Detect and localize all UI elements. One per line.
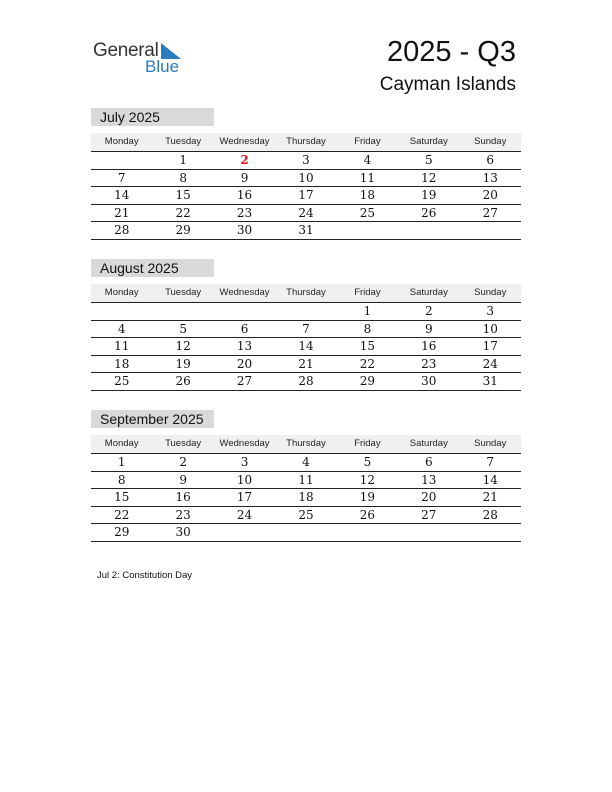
- day-cell: 29: [359, 374, 376, 388]
- week-row: [91, 507, 521, 525]
- day-cell: 2: [425, 304, 433, 318]
- day-cell: 26: [359, 507, 376, 522]
- month-title: September 2025: [91, 410, 214, 428]
- day-cell: 17: [298, 188, 314, 202]
- weekday-label: Saturday: [409, 287, 448, 298]
- weekday-label: Tuesday: [165, 287, 202, 298]
- empty-day-cell: [398, 524, 459, 541]
- day-cell: 9: [240, 170, 249, 185]
- day-cell: 14: [298, 339, 314, 353]
- day-cell: 22: [114, 507, 130, 522]
- generalblue-logo: [93, 40, 193, 80]
- empty-day-cell: [91, 152, 152, 169]
- day-cell: 1: [363, 304, 372, 318]
- day-cell: 6: [240, 321, 249, 336]
- day-cell: 26: [421, 205, 437, 220]
- day-cell: 21: [298, 356, 314, 371]
- weekday-header-row: [91, 435, 521, 454]
- day-cell: 11: [114, 339, 130, 353]
- day-cell: 15: [359, 339, 376, 353]
- day-cell: 17: [236, 490, 253, 504]
- day-cell: 11: [359, 170, 376, 185]
- weekday-label: Thursday: [286, 287, 326, 298]
- week-row: [91, 205, 521, 223]
- week-row: [91, 454, 521, 472]
- day-cell: 9: [425, 321, 433, 336]
- day-cell: 24: [236, 507, 253, 522]
- page-title: 2025 - Q3: [387, 36, 516, 68]
- weekday-label: Friday: [354, 136, 381, 147]
- week-row: [91, 489, 521, 507]
- week-row: [91, 472, 521, 490]
- day-cell: 18: [359, 188, 376, 202]
- month-calendar-july: [91, 108, 521, 240]
- day-cell: 21: [114, 205, 130, 220]
- day-cell: 5: [363, 455, 372, 469]
- day-cell: 28: [298, 374, 314, 388]
- day-cell: 3: [302, 153, 310, 167]
- day-cell: 7: [486, 455, 495, 469]
- weekday-label: Friday: [354, 438, 381, 449]
- day-cell: 19: [175, 356, 191, 371]
- weekday-label: Thursday: [286, 136, 326, 147]
- day-cell: 4: [302, 455, 310, 469]
- day-cell: 12: [421, 170, 437, 185]
- day-cell: 5: [179, 321, 187, 336]
- day-cell: 16: [421, 339, 437, 353]
- day-cell: 29: [175, 223, 191, 237]
- week-row: [91, 524, 521, 542]
- day-cell: 8: [117, 472, 126, 487]
- day-cell: 3: [486, 304, 495, 318]
- day-cell: 20: [236, 356, 253, 371]
- day-cell: 18: [114, 356, 130, 371]
- day-cell: 15: [175, 188, 191, 202]
- day-cell: 20: [482, 188, 498, 202]
- day-cell: 14: [114, 188, 130, 202]
- day-cell: 16: [236, 188, 253, 202]
- weekday-label: Saturday: [409, 438, 448, 449]
- empty-day-cell: [398, 222, 459, 239]
- day-cell: 17: [482, 339, 498, 353]
- weekday-label: Wednesday: [219, 287, 270, 298]
- empty-day-cell: [91, 303, 152, 320]
- day-cell: 26: [175, 374, 191, 388]
- day-cell: 22: [175, 205, 191, 220]
- day-cell: 19: [359, 490, 376, 504]
- day-cell: 6: [425, 455, 433, 469]
- day-cell: 20: [421, 490, 437, 504]
- weekday-label: Wednesday: [219, 136, 270, 147]
- weekday-label: Monday: [104, 136, 139, 147]
- day-cell: 31: [298, 223, 314, 237]
- day-cell: 27: [236, 374, 253, 388]
- day-cell: 12: [359, 472, 376, 487]
- day-cell: 24: [298, 205, 314, 220]
- weekday-header-row: [91, 284, 521, 303]
- weekday-label: Thursday: [286, 438, 326, 449]
- weekday-label: Wednesday: [219, 438, 270, 449]
- weekday-header-row: [91, 133, 521, 152]
- day-cell: 23: [236, 205, 253, 220]
- weekday-label: Friday: [354, 287, 381, 298]
- day-cell: 8: [363, 321, 372, 336]
- day-cell: 31: [482, 374, 498, 388]
- day-cell: 5: [425, 153, 433, 167]
- day-cell: 4: [363, 153, 372, 167]
- day-cell: 13: [482, 170, 498, 185]
- day-cell: 13: [421, 472, 437, 487]
- day-cell: 30: [236, 223, 253, 237]
- day-cell: 25: [298, 507, 314, 522]
- day-cell: 8: [179, 170, 187, 185]
- weekday-label: Sunday: [474, 438, 507, 449]
- day-cell: 10: [236, 472, 253, 487]
- day-cell: 1: [179, 153, 187, 167]
- empty-day-cell: [214, 303, 275, 320]
- day-cell: 1: [117, 455, 126, 469]
- day-cell: 13: [236, 339, 253, 353]
- day-cell: 15: [114, 490, 130, 504]
- day-cell: 3: [240, 455, 249, 469]
- country-name: Cayman Islands: [379, 74, 516, 95]
- week-row: [91, 152, 521, 170]
- day-cell: 30: [175, 525, 191, 539]
- holiday-day-cell: 2: [240, 153, 249, 167]
- logo-word-general: General: [93, 40, 159, 61]
- day-cell: 23: [175, 507, 191, 522]
- logo-word-blue: Blue: [145, 57, 180, 76]
- month-calendar-august: [91, 259, 521, 391]
- empty-day-cell: [337, 524, 398, 541]
- holiday-note: Jul 2: Constitution Day: [97, 570, 193, 581]
- day-cell: 22: [359, 356, 376, 371]
- day-cell: 25: [114, 374, 130, 388]
- empty-day-cell: [337, 222, 398, 239]
- day-cell: 29: [114, 525, 130, 539]
- weekday-label: Tuesday: [165, 438, 202, 449]
- week-row: [91, 356, 521, 374]
- month-title: August 2025: [91, 259, 214, 277]
- day-cell: 25: [359, 205, 376, 220]
- week-row: [91, 303, 521, 321]
- day-cell: 23: [421, 356, 437, 371]
- day-cell: 2: [179, 455, 187, 469]
- weekday-label: Saturday: [409, 136, 448, 147]
- day-cell: 27: [421, 507, 437, 522]
- day-cell: 16: [175, 490, 191, 504]
- day-cell: 28: [114, 223, 130, 237]
- weekday-label: Sunday: [474, 136, 507, 147]
- weekday-label: Monday: [104, 287, 139, 298]
- empty-day-cell: [275, 303, 336, 320]
- day-cell: 19: [421, 188, 437, 202]
- day-cell: 18: [298, 490, 314, 504]
- day-cell: 24: [482, 356, 498, 371]
- day-cell: 30: [421, 374, 437, 388]
- day-cell: 21: [482, 490, 498, 504]
- empty-day-cell: [460, 222, 521, 239]
- week-row: [91, 222, 521, 240]
- day-cell: 27: [482, 205, 498, 220]
- day-cell: 12: [175, 339, 191, 353]
- month-title: July 2025: [91, 108, 214, 126]
- day-cell: 7: [302, 321, 310, 336]
- week-row: [91, 321, 521, 339]
- month-calendar-september: [91, 410, 521, 542]
- week-row: [91, 187, 521, 205]
- day-cell: 4: [117, 321, 126, 336]
- empty-day-cell: [214, 524, 275, 541]
- day-cell: 10: [482, 321, 498, 336]
- empty-day-cell: [152, 303, 213, 320]
- day-cell: 9: [179, 472, 187, 487]
- weekday-label: Tuesday: [165, 136, 202, 147]
- day-cell: 28: [482, 507, 498, 522]
- day-cell: 10: [298, 170, 314, 185]
- week-row: [91, 373, 521, 391]
- empty-day-cell: [275, 524, 336, 541]
- day-cell: 14: [482, 472, 498, 487]
- weekday-label: Sunday: [474, 287, 507, 298]
- weekday-label: Monday: [104, 438, 139, 449]
- day-cell: 7: [117, 170, 126, 185]
- day-cell: 6: [486, 153, 495, 167]
- empty-day-cell: [460, 524, 521, 541]
- week-row: [91, 338, 521, 356]
- day-cell: 11: [298, 472, 314, 487]
- week-row: [91, 170, 521, 188]
